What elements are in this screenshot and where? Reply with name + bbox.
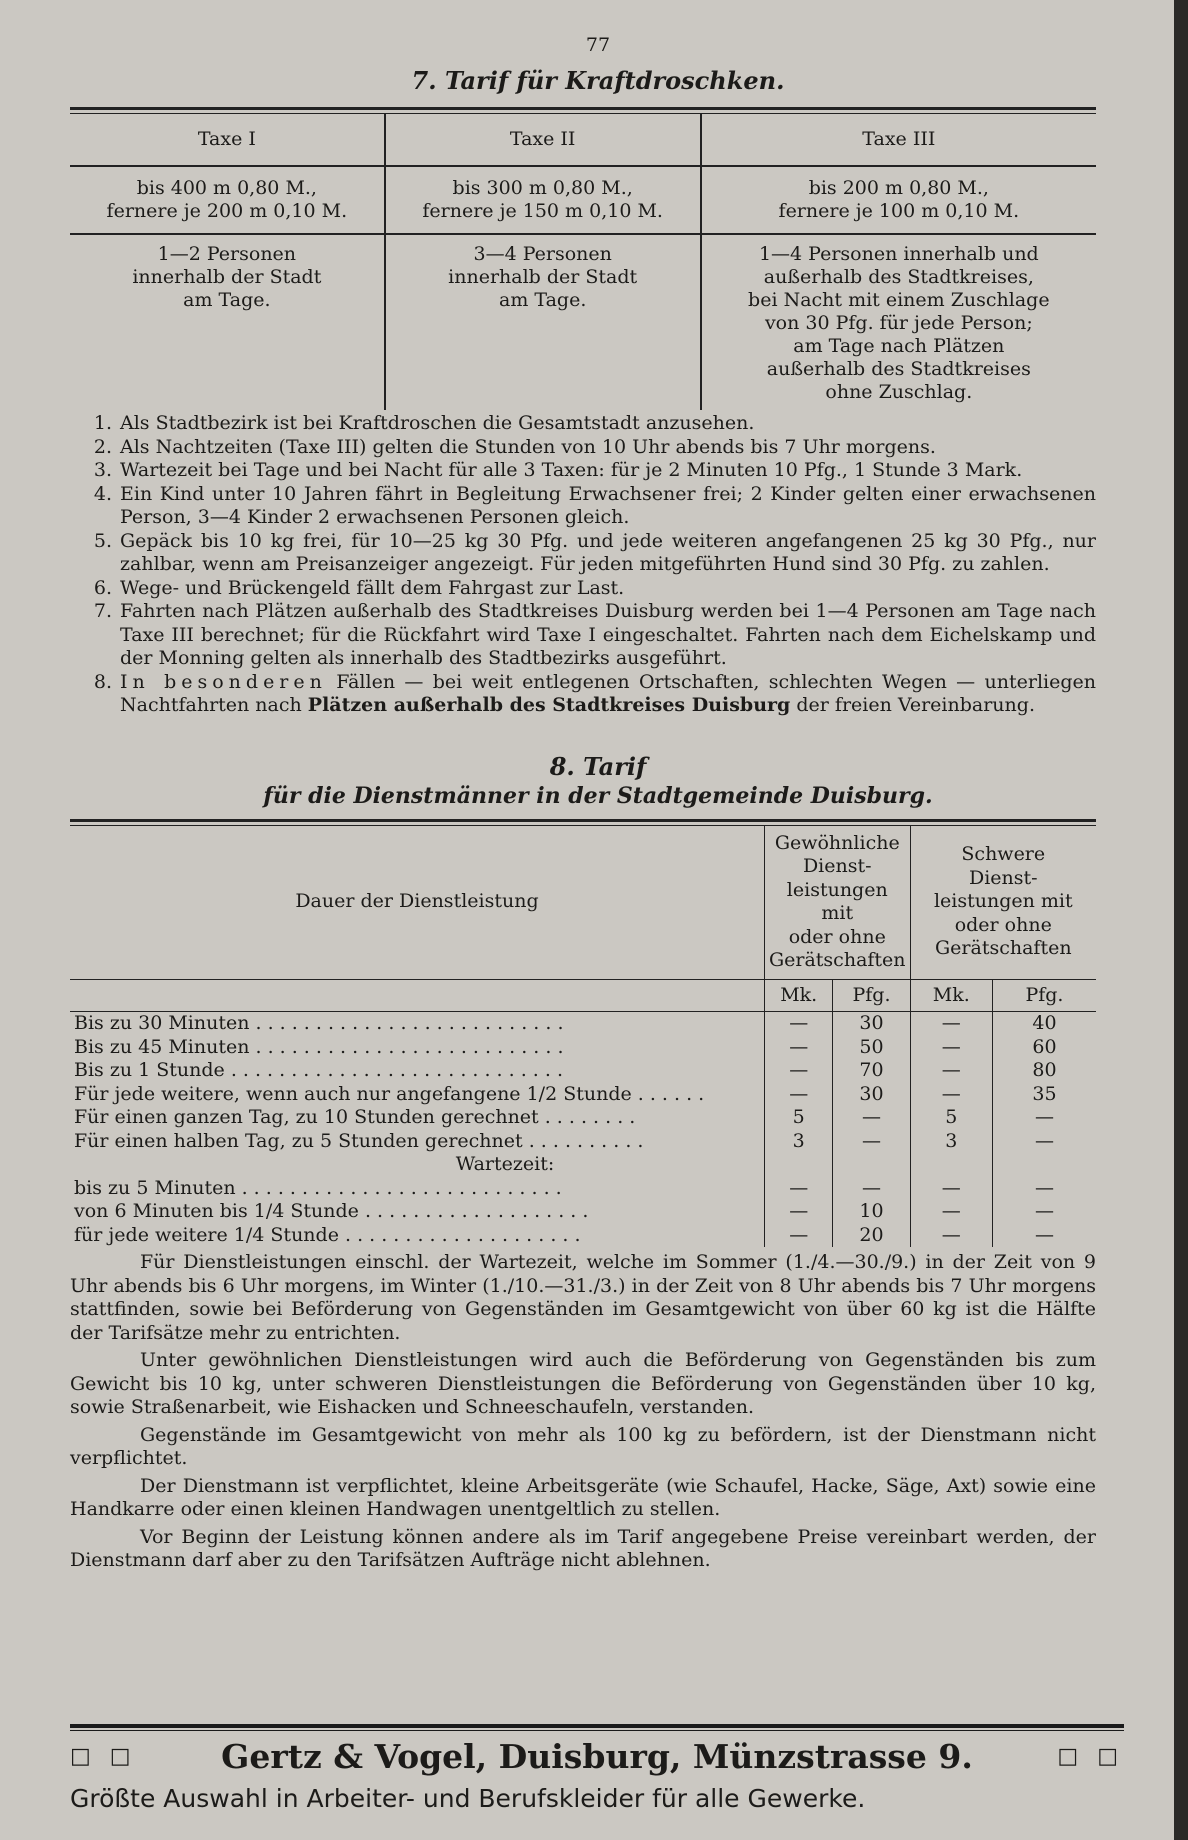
note-text-part: der freien Vereinbarung. [790, 694, 1035, 716]
tariff-price-3 [701, 166, 1096, 234]
row-value: — [910, 1224, 992, 1248]
unit-mk: Mk. [910, 979, 992, 1012]
tariff-header-1: Taxe I [70, 114, 385, 166]
unit-pfg: Pfg. [992, 979, 1096, 1012]
tariff-price-1 [70, 166, 385, 234]
header-line: Gerätschaften [934, 937, 1072, 960]
note-number: 3. [93, 459, 112, 481]
table-row [70, 1224, 1096, 1248]
row-value: — [862, 1129, 881, 1152]
row-value: 40 [1032, 1012, 1057, 1034]
persons-line: innerhalb der Stadt [448, 266, 638, 288]
table-row [70, 1200, 1096, 1224]
table-row [70, 1059, 1096, 1083]
row-label: Bis zu 1 Stunde . . . . . . . . . . . . . . . . . . . . . . . . . . . . [74, 1059, 563, 1081]
service-tariff-table [70, 826, 1096, 1248]
persons-line: am Tage. [499, 289, 587, 311]
note-text: Fahrten nach Plätzen außerhalb des Stadtkreises Duisburg werden bei 1—4 Personen am Tage nach Taxe III berechnet; für die Rückfahrt wird Taxe I eingeschaltet. Fahrten nach dem Eichelskamp und der Monning gelten als innerhalb des Stadtbezirks ausgeführt. [120, 600, 1096, 669]
col-duration-header: Dauer der Dienstleistung [295, 890, 539, 913]
table-row [70, 1083, 1096, 1107]
row-label: Bis zu 30 Minuten . . . . . . . . . . . . . . . . . . . . . . . . . . [74, 1012, 564, 1034]
row-value: — [764, 1036, 833, 1060]
header-line: oder ohne [788, 925, 886, 948]
row-value: — [862, 1106, 881, 1128]
unit-mk: Mk. [764, 979, 833, 1012]
header-line: leistungen mit [786, 878, 888, 924]
header-line: Gewöhnliche [774, 831, 900, 854]
row-value: — [764, 1177, 833, 1201]
note-text: Wartezeit bei Tage und bei Nacht für alle 3 Taxen: für je 2 Minuten 10 Pfg., 1 Stunde 3 Mark. [120, 459, 1023, 481]
section8-title: 8. Tarif [549, 751, 647, 781]
taxi-tariff-table [70, 114, 1096, 410]
table-row [70, 1106, 1096, 1130]
empty-cell [992, 1153, 1096, 1177]
wartezeit-row [70, 1153, 1096, 1177]
row-value: 80 [1032, 1059, 1057, 1081]
note-text-part: Fällen — bei weit entlegenen Ortschaften, schlechten Wegen — unterliegen Nachtfahrten nach [120, 670, 1096, 716]
row-value: — [910, 1177, 992, 1201]
row-label: Für einen halben Tag, zu 5 Stunden gerechnet . . . . . . . . . . [74, 1129, 644, 1152]
note-text: Wege- und Brückengeld fällt dem Fahrgast zur Last. [120, 576, 625, 599]
row-value: — [910, 1059, 992, 1083]
row-value: — [1034, 1106, 1054, 1128]
tariff-header-2: Taxe II [385, 114, 701, 166]
row-label: Für einen ganzen Tag, zu 10 Stunden gerechnet . . . . . . . . [74, 1106, 636, 1128]
note-text [120, 671, 1096, 718]
page-number: 77 [585, 34, 611, 56]
unit-spacer [70, 979, 764, 1012]
row-value: — [764, 1083, 833, 1107]
empty-cell [833, 1153, 910, 1177]
paragraph: Der Dienstmann ist verpflichtet, kleine Arbeitsgeräte (wie Schaufel, Hacke, Säge, Axt) sowie eine Handkarre oder einen kleinen Handwagen unentgeltlich zu stellen. [70, 1474, 1096, 1520]
wartezeit-label: Wartezeit: [455, 1153, 555, 1175]
row-label: von 6 Minuten bis 1/4 Stunde . . . . . . . . . . . . . . . . . . . [74, 1200, 589, 1222]
persons-line: außerhalb des Stadtkreises [766, 358, 1031, 380]
ad-boxes-left: □ □ [70, 1744, 137, 1769]
col-normal-header [764, 826, 910, 980]
header-line: Schwere [961, 843, 1046, 866]
service-rows [70, 1012, 1096, 1248]
row-value: — [862, 1176, 881, 1199]
note-item [70, 459, 1096, 483]
row-value: 3 [764, 1130, 833, 1154]
ad-slogan: Größte Auswahl in Arbeiter- und Berufskleider für alle Gewerke. [70, 1784, 866, 1813]
note-item [70, 671, 1096, 718]
row-value: 5 [764, 1106, 833, 1130]
note-number: 4. [93, 482, 112, 505]
persons-line: am Tage nach Plätzen [793, 335, 1005, 357]
persons-line: bei Nacht mit einem Zuschlage [748, 289, 1050, 311]
paragraph: Gegenstände im Gesamtgewicht von mehr als 100 kg zu befördern, ist der Dienstmann nicht verpflichtet. [70, 1423, 1096, 1469]
price-line: bis 400 m 0,80 M., [136, 177, 317, 199]
empty-cell [910, 1153, 992, 1177]
row-value: 20 [859, 1223, 884, 1246]
row-value: — [764, 1224, 833, 1248]
note-item [70, 483, 1096, 530]
row-value: — [1034, 1176, 1054, 1199]
table-row [70, 1177, 1096, 1201]
note-number: 1. [93, 412, 112, 434]
empty-cell [764, 1153, 833, 1177]
header-line: oder ohne [954, 913, 1052, 936]
ad-rule [70, 1724, 1124, 1731]
ad-boxes-right: □ □ [1057, 1744, 1124, 1769]
paragraph: Vor Beginn der Leistung können andere als im Tarif angegebene Preise vereinbart werden, der Dienstmann darf aber zu den Tarifsätzen Aufträge nicht ablehnen. [70, 1525, 1096, 1571]
persons-line: am Tage. [183, 289, 271, 311]
table-row [70, 1012, 1096, 1036]
note-text: Als Nachtzeiten (Taxe III) gelten die Stunden von 10 Uhr abends bis 7 Uhr morgens. [120, 435, 936, 458]
persons-line: von 30 Pfg. für jede Person; [764, 312, 1033, 334]
section8-subtitle: für die Dienstmänner in der Stadtgemeinde Duisburg. [263, 782, 933, 809]
paragraph: Unter gewöhnlichen Dienstleistungen wird auch die Beförderung von Gegenständen bis zum Gewicht bis 10 kg, unter schweren Dienstleistungen die Beförderung von Gegenständen über 10 kg, sowie Straßenarbeit, wie Eishacken und Schneeschaufeln, verstanden. [70, 1349, 1096, 1418]
note-text: Ein Kind unter 10 Jahren fährt in Begleitung Erwachsener frei; 2 Kinder gelten einer erwachsenen Person, 3—4 Kinder 2 erwachsenen Personen gleich. [120, 482, 1096, 528]
row-label: für jede weitere 1/4 Stunde . . . . . . . . . . . . . . . . . . . . [74, 1223, 581, 1246]
taxi-notes [70, 412, 1096, 718]
persons-line: innerhalb der Stadt [132, 266, 322, 288]
note-number: 6. [93, 576, 112, 599]
page-edge-shadow [1174, 0, 1188, 1840]
header-line: Gerätschaften [768, 949, 906, 971]
bold-text: Plätzen außerhalb des Stadtkreises Duisburg [307, 694, 791, 716]
persons-line: ohne Zuschlag. [825, 381, 973, 403]
persons-line: 1—2 Personen [157, 243, 297, 265]
row-value: 50 [859, 1035, 884, 1058]
row-value: 10 [859, 1200, 884, 1222]
price-line: fernere je 150 m 0,10 M. [422, 200, 663, 222]
row-value: 35 [1032, 1082, 1057, 1105]
row-value: 30 [859, 1012, 884, 1034]
note-number: 8. [93, 670, 112, 693]
note-text: Gepäck bis 10 kg frei, für 10—25 kg 30 Pfg. und jede weiteren angefangenen 25 kg 30 Pfg., nur zahlbar, wenn am Preisanzeiger angezeigt. Für jeden mitgeführten Hund sind 30 Pfg. zu zahlen. [120, 529, 1096, 575]
spaced-text: In besonderen [120, 670, 327, 693]
tariff-persons-1 [70, 234, 385, 410]
advertisement [70, 1724, 1124, 1813]
tariff-persons-3 [701, 234, 1096, 410]
note-number: 7. [93, 600, 112, 622]
section7-title: 7. Tarif für Kraftdroschken. [411, 66, 785, 95]
row-value: 3 [910, 1130, 992, 1154]
row-label: Für jede weitere, wenn auch nur angefangene 1/2 Stunde . . . . . . [74, 1082, 705, 1105]
row-value: 30 [859, 1082, 884, 1105]
header-line: Dienst- [968, 866, 1038, 889]
header-line: Dienst- [802, 855, 872, 877]
row-value: — [910, 1012, 992, 1036]
persons-line: 1—4 Personen innerhalb und [758, 243, 1039, 265]
row-value: — [764, 1012, 833, 1036]
note-item [70, 530, 1096, 577]
row-value: — [910, 1083, 992, 1107]
note-item [70, 412, 1096, 436]
note-item [70, 577, 1096, 601]
table-row [70, 1130, 1096, 1154]
price-line: fernere je 100 m 0,10 M. [778, 200, 1020, 222]
note-number: 5. [93, 529, 112, 552]
ad-firm: Gertz & Vogel, Duisburg, Münzstrasse 9. [221, 1737, 973, 1776]
row-value: — [910, 1200, 992, 1224]
service-paragraphs [70, 1251, 1096, 1573]
row-value: — [910, 1036, 992, 1060]
tariff-header-3: Taxe III [701, 114, 1096, 166]
note-item [70, 600, 1096, 671]
double-rule [70, 819, 1096, 826]
price-line: fernere je 200 m 0,10 M. [106, 200, 348, 222]
persons-line: außerhalb des Stadtkreises, [763, 266, 1034, 288]
price-line: bis 200 m 0,80 M., [808, 177, 989, 199]
row-value: — [1034, 1200, 1054, 1222]
header-line: leistungen mit [933, 890, 1073, 913]
unit-pfg: Pfg. [833, 979, 910, 1012]
row-label: bis zu 5 Minuten . . . . . . . . . . . . . . . . . . . . . . . . . . . [74, 1176, 562, 1199]
row-value: — [764, 1200, 833, 1224]
tariff-persons-2 [385, 234, 701, 410]
note-item [70, 436, 1096, 460]
row-value: 70 [859, 1059, 884, 1081]
ad-firm-line [70, 1737, 1124, 1776]
table-row [70, 1036, 1096, 1060]
paragraph: Für Dienstleistungen einschl. der Wartezeit, welche im Sommer (1./4.—30./9.) in der Zeit von 9 Uhr abends bis 6 Uhr morgens, im Winter (1./10.—31./3.) in der Zeit von 8 Uhr abends bis 7 Uhr morgens stattfinden, sowie bei Beförderung von Gegenständen im Gesamtgewicht von über 60 kg ist die Hälfte der Tarifsätze mehr zu entrichten. [70, 1251, 1096, 1344]
col-heavy-header [910, 826, 1096, 980]
tariff-price-2 [385, 166, 701, 234]
row-value: 60 [1032, 1035, 1057, 1058]
row-value: — [1034, 1223, 1054, 1246]
note-number: 2. [93, 435, 112, 458]
note-text: Als Stadtbezirk ist bei Kraftdroschen die Gesamtstadt anzusehen. [120, 412, 755, 434]
double-rule [70, 107, 1096, 114]
row-value: 5 [910, 1106, 992, 1130]
row-value: — [764, 1059, 833, 1083]
row-value: — [1034, 1129, 1054, 1152]
persons-line: 3—4 Personen [473, 243, 612, 265]
price-line: bis 300 m 0,80 M., [452, 177, 633, 199]
row-label: Bis zu 45 Minuten . . . . . . . . . . . . . . . . . . . . . . . . . . [74, 1035, 564, 1058]
